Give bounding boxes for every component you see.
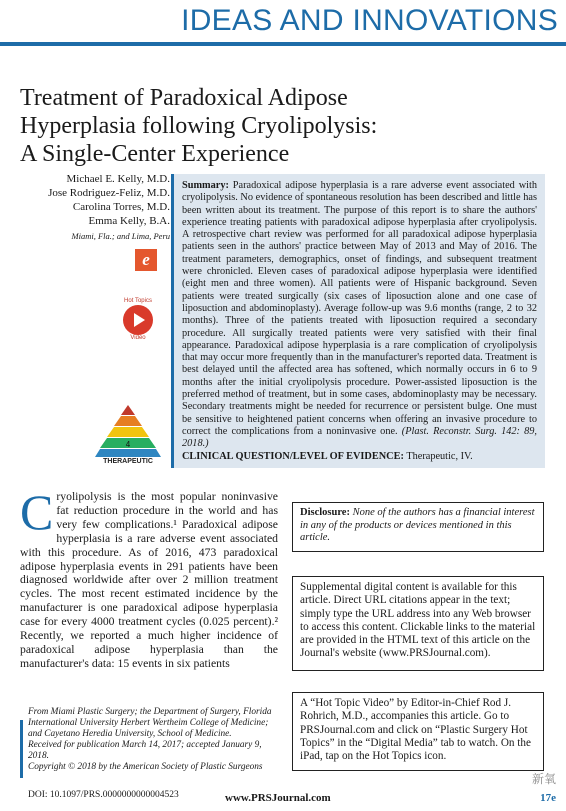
disclosure-text: None of the authors has a financial interest in any of the products or devices mentioned in this article. [300,507,535,543]
hot-topics-label: Hot Topics [124,298,152,304]
body-paragraph: ryolipolysis is the most popular noninvasive fat reduction procedure in the world and has very few complications.¹ Paradoxical adipose hyperplasia is a rare adverse event associated with this procedure. As of 2016, 473 paradoxical adipose hyperplasia events in 291 patients have been diagnosed worldwide after over 2 million treatment cycles. The most recent estimated incidence by the manufacturer is one paradoxical adipose hyperplasia case for every 4000 treatment cycles (0.025 percent).² Recently, we reported a much higher incidence of paradoxical adipose hyperplasia than the manufacturer's data: 15 events in six patients [20,490,278,670]
supplemental-box: Supplemental digital content is available for this article. Direct URL citations appear in the text; simply type the URL address into any Web browser to access this content. Clickable links to the material are provided in the HTML text of this article on the Journal's website (www.PRSJournal.com). [292,576,544,671]
evidence-pyramid-icon [93,403,163,467]
citation: (Plast. Reconstr. Surg. 142: 89, 2018.) [182,425,537,450]
author: Jose Rodriguez-Feliz, M.D. [48,187,170,199]
footnote [28,707,278,773]
footnote-from: From Miami Plastic Surgery; the Department of Surgery, Florida International University Herbert Wertheim College of Medicine; and Cayetano Heredia University, School of Medicine. [28,707,272,739]
author: Michael E. Kelly, M.D. [66,173,170,185]
body-text [20,484,278,671]
clinical-question-label: CLINICAL QUESTION/LEVEL OF EVIDENCE: [182,450,404,462]
summary-text: Paradoxical adipose hyperplasia is a rare adverse event associated with cryolipolysis. No evidence of spontaneous resolution has been described and little has been written about its treatment. The purpose of this report is to share the authors' experience treating patients with paradoxical adipose hyperplasia after cryolipolysis. A retrospective chart review was performed for all paradoxical adipose hyperplasia patients seen in the authors' practice between May of 2013 and May of 2016. The treatment parameters, demographics, onset of findings, and subsequent treatment were chronicled. Eleven cases of paradoxical adipose hyperplasia were identified (eight men and three women). All patients were of Hispanic background. Seven patients were treated surgically (six cases of liposuction alone and one case of liposuction and abdominoplasty). Average follow-up was 9.6 months (range, 2 to 32 months). Three of the patients treated with liposuction required a secondary procedure. All surgically treated patients were very satisfied with their final appearance. Paradoxical adipose hyperplasia is a rare complication of cryolipolysis that may occur more frequently than in the manufacturer's reported data. Treatment is best delayed until the affected area has softened, which normally occurs in 6 to 9 months after the initial cryolipolysis procedure. Power-assisted liposuction is the preferred method of treatment, but in some cases, abdominoplasty may be necessary. Secondary treatments might be needed for recurrence or persistent bulge. One must be sensitive to heightened patient concerns when offering an invasive procedure to correct the complications from a noninvasive one. [182,180,537,437]
doi: DOI: 10.1097/PRS.0000000000004523 [28,790,179,800]
video-label: Video [130,335,146,341]
article-title [20,84,440,168]
author-list [48,172,170,228]
drop-cap: C [20,484,54,540]
header-rule [0,42,566,46]
e-content-icon[interactable]: e [135,249,157,271]
page-number: 17e [540,792,556,804]
watermark: 新氧 [531,772,556,786]
affiliation: Miami, Fla.; and Lima, Peru [71,231,170,241]
footnote-rule [20,720,23,778]
pyramid-level: 4 [125,440,131,449]
hot-topics-video-icon[interactable] [120,298,156,342]
author: Emma Kelly, B.A. [88,215,170,227]
disclosure-box [292,502,544,552]
section-header: IDEAS AND INNOVATIONS [181,4,558,37]
author: Carolina Torres, M.D. [72,201,170,213]
title-line: A Single-Center Experience [20,141,290,167]
footnote-copyright: Copyright © 2018 by the American Society of Plastic Surgeons [28,762,263,772]
title-line: Treatment of Paradoxical Adipose [20,85,348,111]
pyramid-icon [93,403,163,459]
abstract-box [171,174,545,468]
title-line: Hyperplasia following Cryolipolysis: [20,113,378,139]
summary-label: Summary: [182,180,229,191]
hot-topic-box: A “Hot Topic Video” by Editor-in-Chief Rod J. Rohrich, M.D., accompanies this article. Go to PRSJournal.com and click on “Plastic Surgery Hot Topics” in the “Digital Media” tab to watch. On the iPad, tap on the Hot Topics icon. [292,692,544,771]
disclosure-label: Disclosure: [300,507,350,518]
clinical-question-value: Therapeutic, IV. [406,450,473,462]
footer-url[interactable]: www.PRSJournal.com [225,792,331,804]
evidence-level-label: THERAPEUTIC [103,458,153,465]
footnote-received: Received for publication March 14, 2017; accepted January 9, 2018. [28,740,262,761]
play-icon[interactable] [123,305,153,335]
